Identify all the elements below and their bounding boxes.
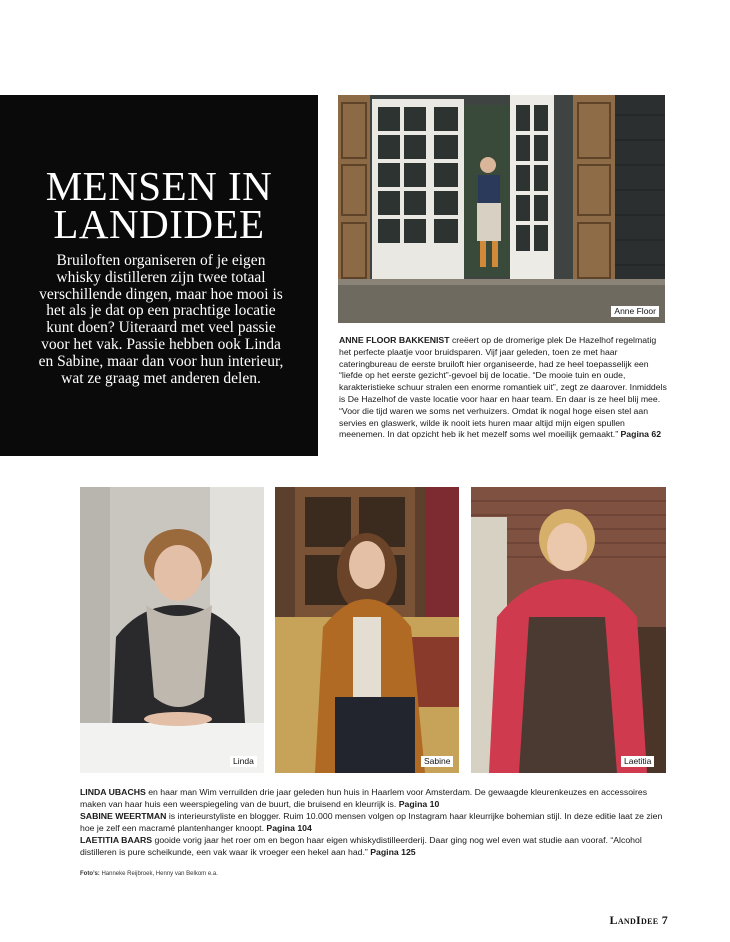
title-line-1: MENSEN IN	[45, 163, 273, 209]
laetitia-page-ref: Pagina 125	[370, 847, 416, 857]
photo-laetitia-illustration	[471, 487, 666, 773]
footer-brand: LandIdee	[609, 913, 659, 927]
anne-floor-name: ANNE FLOOR BAKKENIST	[339, 335, 450, 345]
portraits-text	[80, 786, 670, 858]
intro-text: Bruiloften organiseren of je eigen whisky distilleren zijn twee totaal verschillende dingen, maar hoe mooi is het als je dat op een prachtige locatie kunt doen? Uiteraard met veel passie voor het vak. Passie hebben ook Linda en Sabine, maar dan voor hun interieur, wat ze graag met anderen delen.	[38, 252, 284, 387]
anne-floor-page-ref: Pagina 62	[620, 429, 662, 440]
photo-sabine-illustration	[275, 487, 459, 773]
linda-page-ref: Pagina 10	[398, 799, 440, 809]
sabine-name: SABINE WEERTMAN	[80, 811, 167, 821]
photo-anne-floor	[338, 95, 665, 323]
caption-anne-floor: Anne Floor	[611, 306, 659, 317]
page-number: 7	[661, 913, 668, 927]
title-line-2: LANDIDEE	[53, 201, 265, 247]
photo-linda-illustration	[80, 487, 264, 773]
caption-laetitia: Laetitia	[621, 756, 654, 767]
sabine-paragraph	[80, 810, 670, 834]
laetitia-body: gooide vorig jaar het roer om en begon haar eigen whiskydistilleerderij. Daar ging nog wel even wat studie aan vooraf. “Alcohol distilleren is pure scheikunde, een vak waar ik vroeger een hekel aan had.”	[80, 835, 642, 857]
linda-paragraph	[80, 786, 670, 810]
photo-laetitia	[471, 487, 666, 773]
linda-body: en haar man Wim verruilden drie jaar geleden hun huis in Haarlem voor Amsterdam. De gewaagde kleurenkeuzes en accessoires maken van haar huis een weerspiegeling van de buurt, die bruisend en kleurrijk is.	[80, 787, 648, 809]
laetitia-name: LAETITIA BAARS	[80, 835, 153, 845]
page-footer	[578, 913, 668, 928]
credits-text: Hanneke Reijbroek, Henny van Belkom e.a.	[99, 871, 218, 877]
anne-floor-text	[339, 335, 667, 441]
laetitia-paragraph	[80, 834, 670, 858]
credits-label: Foto’s:	[80, 871, 100, 877]
caption-sabine: Sabine	[421, 756, 453, 767]
photo-linda	[80, 487, 264, 773]
sabine-page-ref: Pagina 104	[266, 823, 312, 833]
sabine-body: is interieurstyliste en blogger. Ruim 10.000 mensen volgen op Instagram haar kleurrijke bohemian stijl. In deze editie laat ze zien hoe je zelf een macramé plantenhanger knoopt.	[80, 811, 663, 833]
photo-sabine	[275, 487, 459, 773]
linda-name: LINDA UBACHS	[80, 787, 146, 797]
page-title	[0, 163, 318, 247]
photo-credits	[80, 871, 218, 877]
intro-panel	[0, 95, 318, 456]
caption-linda: Linda	[230, 756, 257, 767]
photo-anne-floor-illustration	[338, 95, 665, 323]
anne-floor-body: creëert op de dromerige plek De Hazelhof regelmatig het perfecte plaatje voor bruidsparen. Vijf jaar geleden, toen ze met haar cateringbureau de eerste bruiloft hier organiseerde, had ze heel toepasselijk een “liefde op het eerste gezicht”-gevoel bij de locatie. “De mooie tuin en oude, karakteristieke schuur stralen een enorme romantiek uit”, zegt ze daarover. Inmiddels is De Hazelhof de vaste locatie voor haar en haar team. En daar is ze heel blij mee. “Voor die tijd waren we soms net verhuizers. Omdat ik nogal hoge eisen stel aan servies en glaswerk, wilde ik nooit iets huren maar altijd mijn eigen spullen meenemen. In dat opzicht heb ik het mezelf soms wel moeilijk gemaakt.”	[339, 335, 667, 440]
